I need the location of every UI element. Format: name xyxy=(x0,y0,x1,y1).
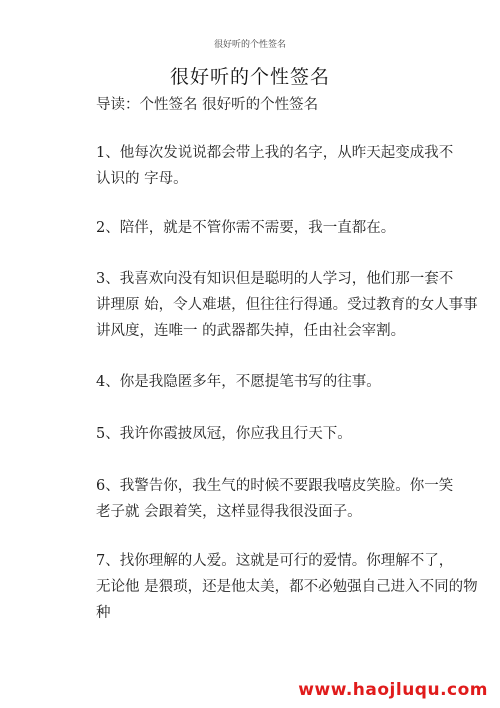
paragraph-line: 讲风度，连唯一 的武器都失掉，任由社会宰割。 xyxy=(96,323,406,339)
paragraph-line: 种 xyxy=(96,605,111,621)
paragraph-7 xyxy=(96,548,478,626)
paragraph-line: 3、我喜欢向没有知识但是聪明的人学习，他们那一套不 xyxy=(96,271,454,287)
watermark: www.haojluqu.com xyxy=(298,680,488,700)
paragraph-line: 4、你是我隐匿多年，不愿提笔书写的往事。 xyxy=(96,374,381,390)
paragraph-line: 讲理原 始，令人难堪，但往往行得通。受过教育的女人事事 xyxy=(96,297,478,313)
paragraph-2 xyxy=(96,215,426,241)
paragraph-line: 6、我警告你，我生气的时候不要跟我嘻皮笑脸。你一笑 xyxy=(96,478,454,494)
paragraph-line: 认识的 字母。 xyxy=(96,171,188,187)
paragraph-line: 1、他每次发说说都会带上我的名字，从昨天起变成我不 xyxy=(96,145,454,161)
paragraph-line: 7、找你理解的人爱。这就是可行的爱情。你理解不了， xyxy=(96,553,454,569)
paragraph-line: 老子就 会跟着笑，这样显得我很没面子。 xyxy=(96,504,362,520)
paragraph-1 xyxy=(96,140,454,192)
paragraph-3 xyxy=(96,266,478,344)
document-title: 很好听的个性签名 xyxy=(169,66,330,88)
paragraph-line: 无论他 是猥琐，还是他太美，都不必勉强自己进入不同的物 xyxy=(96,579,478,595)
paragraph-4 xyxy=(96,369,426,395)
paragraph-line: 2、陪伴，就是不管你需不需要，我一直都在。 xyxy=(96,220,396,236)
intro-line: 导读：个性签名 很好听的个性签名 xyxy=(96,97,319,113)
running-header: 很好听的个性签名 xyxy=(213,40,286,50)
paragraph-5 xyxy=(96,421,426,447)
paragraph-line: 5、我许你霞披凤冠，你应我且行天下。 xyxy=(96,426,352,442)
paragraph-6 xyxy=(96,473,454,525)
